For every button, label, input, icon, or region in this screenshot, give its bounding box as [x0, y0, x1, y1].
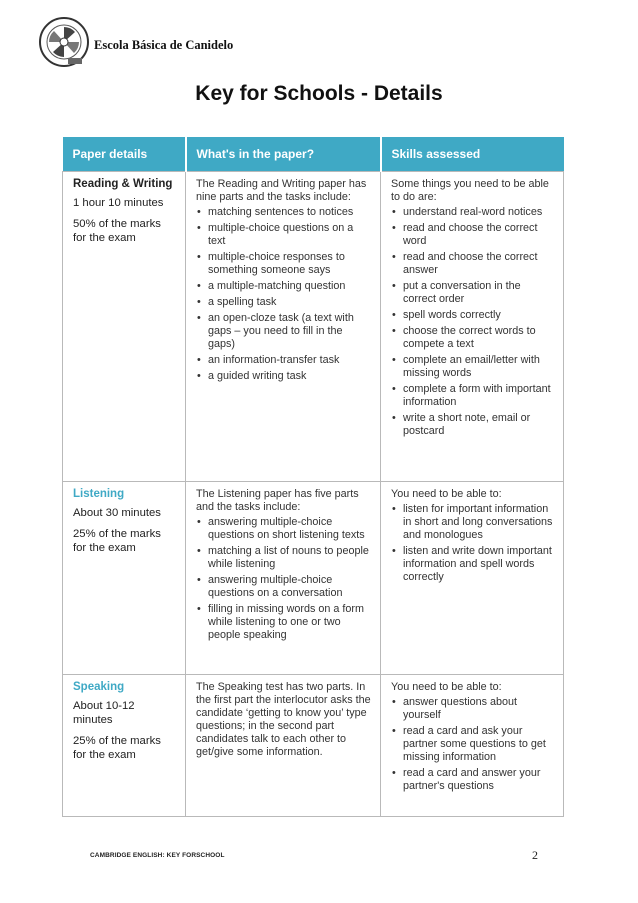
list-item: • read and choose the correct word — [391, 222, 555, 248]
list-item: • read a card and answer your partner's questions — [391, 767, 555, 793]
content-list — [196, 516, 372, 642]
content-list — [196, 206, 372, 383]
paper-content-cell — [186, 675, 381, 817]
table-header-row — [63, 137, 564, 172]
list-item: • answer questions about yourself — [391, 696, 555, 722]
list-item: • matching a list of nouns to people while listening — [196, 545, 372, 571]
table-row — [63, 172, 564, 482]
header-paper-details: Paper details — [63, 137, 186, 172]
details-table — [62, 137, 564, 817]
paper-details-cell — [63, 482, 186, 675]
paper-details-cell — [63, 172, 186, 482]
skills-list — [391, 696, 555, 793]
skills-cell — [381, 482, 564, 675]
content-intro: The Speaking test has two parts. In the first part the interlocutor asks the candidate ‘getting to know you’ type questions; in the second part candidates talk to each other to get/give some information. — [196, 681, 371, 758]
list-item: • a multiple-matching question — [196, 280, 372, 293]
table-row — [63, 482, 564, 675]
paper-info: 1 hour 10 minutes — [73, 197, 164, 209]
content-intro: The Listening paper has five parts and the tasks include: — [196, 488, 359, 513]
paper-name: Listening — [73, 488, 125, 500]
list-item: • choose the correct words to compete a text — [391, 325, 555, 351]
page-title: Key for Schools - Details — [195, 82, 443, 105]
paper-details-cell — [63, 675, 186, 817]
list-item: • listen for important information in short and long conversations and monologues — [391, 503, 555, 542]
list-item: • a spelling task — [196, 296, 372, 309]
list-item: • read a card and ask your partner some questions to get missing information — [391, 725, 555, 764]
table-row — [63, 675, 564, 817]
list-item: • understand real-word notices — [391, 206, 555, 219]
skills-intro: Some things you need to be able to do are: — [391, 178, 549, 203]
list-item: • put a conversation in the correct order — [391, 280, 555, 306]
list-item: • matching sentences to notices — [196, 206, 372, 219]
skills-cell — [381, 172, 564, 482]
list-item: • an open-cloze task (a text with gaps – you need to fill in the gaps) — [196, 312, 372, 351]
page-number: 2 — [532, 848, 538, 862]
list-item: • a guided writing task — [196, 370, 372, 383]
skills-intro: You need to be able to: — [391, 488, 502, 500]
list-item: • multiple-choice responses to something someone says — [196, 251, 372, 277]
list-item: • multiple-choice questions on a text — [196, 222, 372, 248]
paper-content-cell — [186, 172, 381, 482]
paper-info: About 10-12 minutes — [73, 700, 135, 726]
list-item: • read and choose the correct answer — [391, 251, 555, 277]
paper-name: Reading & Writing — [73, 178, 173, 190]
list-item: • listen and write down important information and spell words correctly — [391, 545, 555, 584]
footer-text: CAMBRIDGE ENGLISH: KEY FORSCHOOL — [90, 852, 225, 859]
header-whats-in-paper: What's in the paper? — [186, 137, 381, 172]
paper-info: 25% of the marks for the exam — [73, 528, 161, 554]
list-item: • filling in missing words on a form while listening to one or two people speaking — [196, 603, 372, 642]
skills-list — [391, 206, 555, 438]
list-item: • complete a form with important information — [391, 383, 555, 409]
paper-info: About 30 minutes — [73, 507, 161, 519]
header-skills-assessed: Skills assessed — [381, 137, 564, 172]
list-item: • answering multiple-choice questions on short listening texts — [196, 516, 372, 542]
paper-name: Speaking — [73, 681, 125, 693]
skills-cell — [381, 675, 564, 817]
list-item: • spell words correctly — [391, 309, 555, 322]
paper-info: 50% of the marks for the exam — [73, 218, 161, 244]
school-name: Escola Básica de Canidelo — [94, 37, 234, 52]
list-item: • answering multiple-choice questions on a conversation — [196, 574, 372, 600]
skills-intro: You need to be able to: — [391, 681, 502, 693]
page-header — [38, 14, 233, 70]
content-intro: The Reading and Writing paper has nine parts and the tasks include: — [196, 178, 367, 203]
skills-list — [391, 503, 555, 584]
list-item: • complete an email/letter with missing words — [391, 354, 555, 380]
school-logo-icon — [38, 16, 90, 68]
list-item: • an information-transfer task — [196, 354, 372, 367]
list-item: • write a short note, email or postcard — [391, 412, 555, 438]
paper-content-cell — [186, 482, 381, 675]
paper-info: 25% of the marks for the exam — [73, 735, 161, 761]
